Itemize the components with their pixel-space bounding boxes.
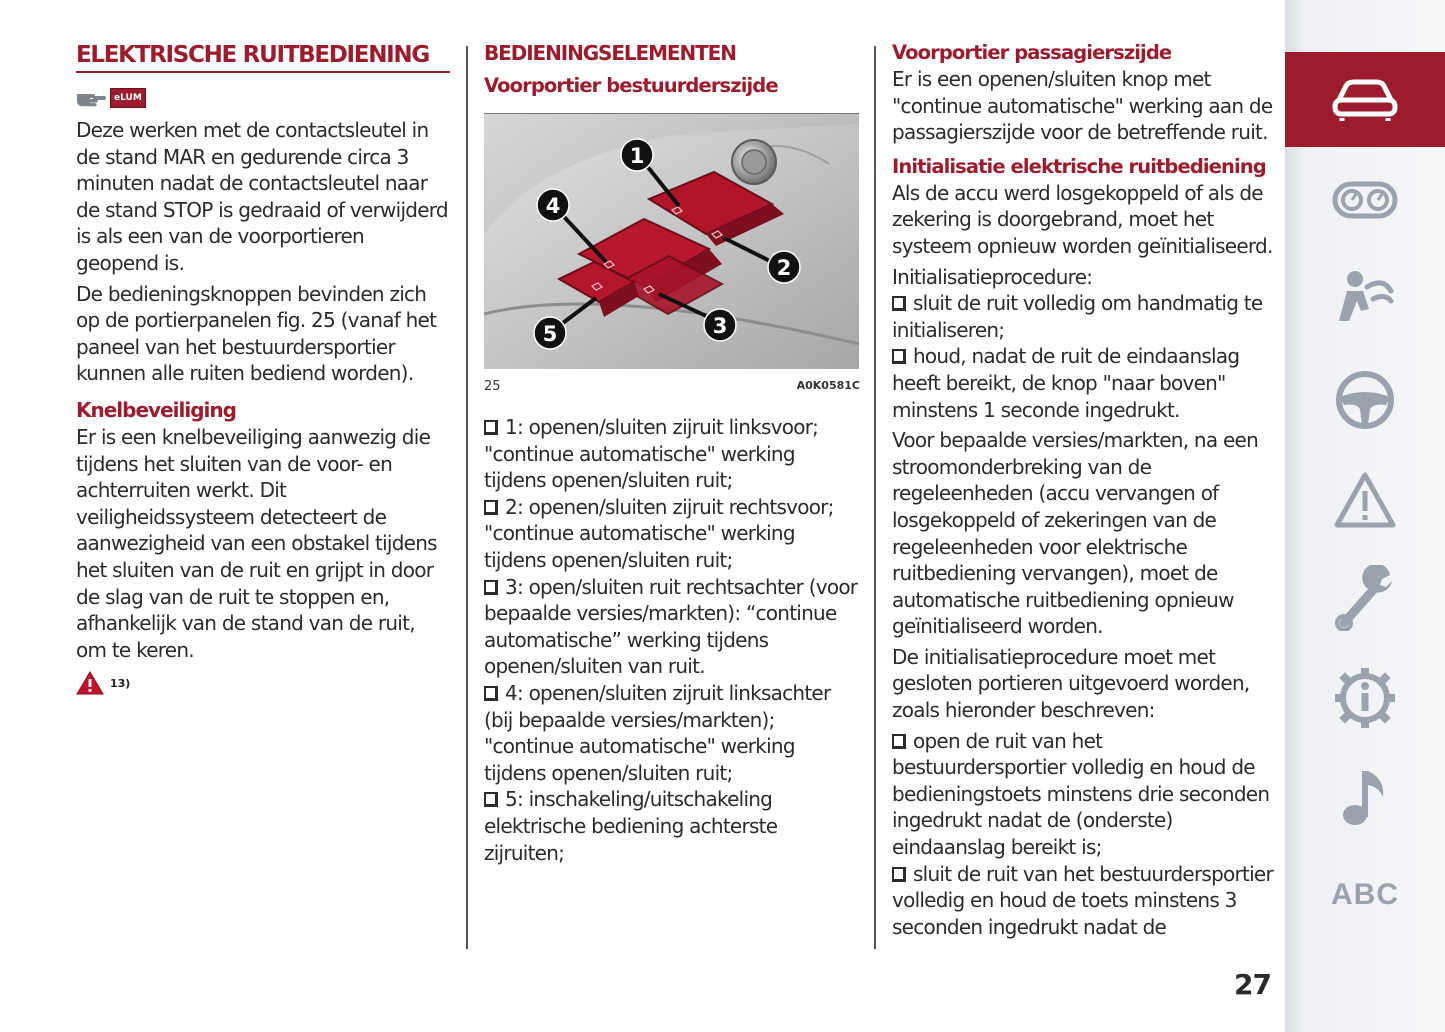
- tab-dashboard[interactable]: [1285, 170, 1445, 230]
- dashboard-icon: [1332, 178, 1398, 222]
- airbag-icon: [1333, 269, 1397, 331]
- initialisation-procedure-label: Initialisatieprocedure:: [892, 264, 1093, 289]
- section-title: ELEKTRISCHE RUITBEDIENING: [76, 42, 429, 68]
- figure-25: [484, 113, 859, 369]
- procedure-paragraph: De initialisatieprocedure moet met gesloten portieren uitgevoerd worden, zoals hieronder beschreven:: [892, 644, 1250, 723]
- bullet-icon: [892, 296, 906, 311]
- callout-2: [768, 251, 800, 283]
- tab-maintenance[interactable]: [1285, 560, 1445, 635]
- column-divider: [466, 46, 468, 949]
- initialisation-list: [892, 290, 1274, 423]
- callout-4: [537, 189, 569, 221]
- figure-caption: [484, 379, 860, 394]
- bullet-icon: [484, 420, 498, 435]
- chapter-sidebar: [1285, 0, 1445, 1032]
- column-divider: [874, 46, 876, 949]
- list-item: open de ruit van het bestuurdersportier volledig en houd de bedieningstoets minstens drie seconden ingedrukt nadat de (onderste) eindaanslag bereikt is;: [892, 728, 1270, 860]
- warning-icon: [76, 671, 104, 695]
- bullet-icon: [892, 349, 906, 364]
- svg-text:5: 5: [542, 322, 558, 346]
- list-item: 5: inschakeling/uitschakeling elektrische bediening achterste zijruiten;: [484, 787, 778, 865]
- bullet-icon: [892, 734, 906, 749]
- figure-code: A0K0581C: [796, 379, 860, 392]
- controls-list: [484, 414, 860, 866]
- abc-label: ABC: [1331, 878, 1399, 911]
- callout-5: [534, 317, 566, 349]
- knelbeveiliging-heading: Knelbeveiliging: [76, 397, 236, 422]
- bullet-icon: [484, 792, 498, 807]
- list-item: 1: openen/sluiten zijruit linksvoor; "continue automatische" werking tijdens openen/sluiten ruit;: [484, 415, 819, 493]
- tab-driving[interactable]: [1285, 365, 1445, 435]
- initialisation-paragraph: Als de accu werd losgekoppeld of als de zekering is doorgebrand, moet het systeem opnieuw worden geïnitialiseerd.: [892, 180, 1273, 258]
- driver-door-subtitle: Voorportier bestuurderszijde: [484, 74, 778, 97]
- list-item: sluit de ruit van het bestuurdersportier volledig en houd de toets minstens 3 seconden ingedrukt nadat de: [892, 861, 1273, 939]
- tab-emergency[interactable]: [1285, 465, 1445, 535]
- bullet-icon: [484, 580, 498, 595]
- tab-multimedia[interactable]: [1285, 760, 1445, 835]
- list-item: sluit de ruit volledig om handmatig te initialiseren;: [892, 291, 1263, 342]
- list-item: 4: openen/sluiten zijruit linksachter (bij bepaalde versies/markten); "continue automatische" werking tijdens openen/sluiten ruit;: [484, 680, 831, 785]
- info-gear-icon: [1333, 666, 1397, 730]
- initialisation-heading: Initialisatie elektrische ruitbediening: [892, 154, 1266, 178]
- bullet-icon: [892, 867, 906, 882]
- svg-text:3: 3: [712, 314, 728, 338]
- bullet-icon: [484, 686, 498, 701]
- list-item: 3: open/sluiten ruit rechtsachter (voor bepaalde versies/markten): “continue automatische” werking tijdens openen/sluiten van ruit.: [484, 574, 858, 679]
- tab-safety[interactable]: [1285, 265, 1445, 335]
- list-item: 2: openen/sluiten zijruit rechtsvoor; "continue automatische" werking tijdens openen/sluiten ruit;: [484, 494, 834, 572]
- warning-triangle-icon: [1333, 471, 1397, 529]
- list-item: houd, nadat de ruit de eindaanslag heeft bereikt, de knop "naar boven" minstens 1 seconde ingedrukt.: [892, 344, 1240, 422]
- steering-wheel-icon: [1334, 369, 1396, 431]
- wrench-icon: [1334, 565, 1396, 631]
- svg-text:2: 2: [776, 256, 792, 280]
- column-left: [76, 40, 450, 695]
- passenger-door-paragraph: Er is een openen/sluiten knop met "continue automatische" werking aan de passagierszijde voor de betreffende ruit.: [892, 67, 1273, 145]
- music-note-icon: [1339, 767, 1391, 829]
- elum-badge: eLUM: [110, 88, 146, 108]
- tab-car[interactable]: [1285, 52, 1445, 147]
- column-middle: [484, 40, 860, 866]
- callout-3: [704, 309, 736, 341]
- column-right: [892, 40, 1274, 940]
- page-number: 27: [1234, 968, 1271, 1001]
- callout-1: [621, 139, 653, 171]
- knelbeveiliging-paragraph: Er is een knelbeveiliging aanwezig die tijdens het sluiten van de voor- en achterruiten werkt. Dit veiligheidssysteem detecteert de aanwezigheid van een obstakel tijdens het sluiten van de ruit en grijpt in door de slag van de ruit te stoppen en, afhankelijk van de stand van de ruit, om te keren.: [76, 424, 437, 662]
- svg-text:1: 1: [629, 144, 645, 168]
- controls-heading: BEDIENINGSELEMENTEN: [484, 41, 736, 65]
- location-paragraph: De bedieningsknoppen bevinden zich op de portierpanelen fig. 25 (vanaf het paneel van het bestuurdersportier kunnen alle ruiten bediend worden).: [76, 281, 437, 386]
- intro-paragraph: Deze werken met de contactsleutel in de stand MAR en gedurende circa 3 minuten nadat de contactsleutel naar de stand STOP is gedraaid of verwijderd is als een van de voorportieren geopend is.: [76, 118, 448, 275]
- pointing-hand-icon: [76, 89, 106, 107]
- car-icon: [1332, 78, 1398, 122]
- bullet-icon: [484, 500, 498, 515]
- warning-reference: [76, 671, 450, 695]
- procedure-list: [892, 728, 1274, 941]
- tab-index[interactable]: [1285, 865, 1445, 925]
- svg-text:4: 4: [545, 194, 561, 218]
- versions-paragraph: Voor bepaalde versies/markten, na een stroomonderbreking van de regeleenheden (accu vervangen of losgekoppeld of zekeringen van de regeleenheden voor elektrische ruitbediening vervangen), moet de automatische ruitbediening opnieuw geïnitialiseerd worden.: [892, 428, 1259, 639]
- elum-indicator: [76, 85, 450, 111]
- warning-ref-number: 13): [110, 676, 131, 690]
- figure-number: 25: [484, 379, 501, 394]
- passenger-door-heading: Voorportier passagierszijde: [892, 41, 1172, 64]
- window-switch-panel-photo: [484, 114, 859, 369]
- title-underline: [76, 71, 450, 73]
- tab-technical-data[interactable]: [1285, 660, 1445, 735]
